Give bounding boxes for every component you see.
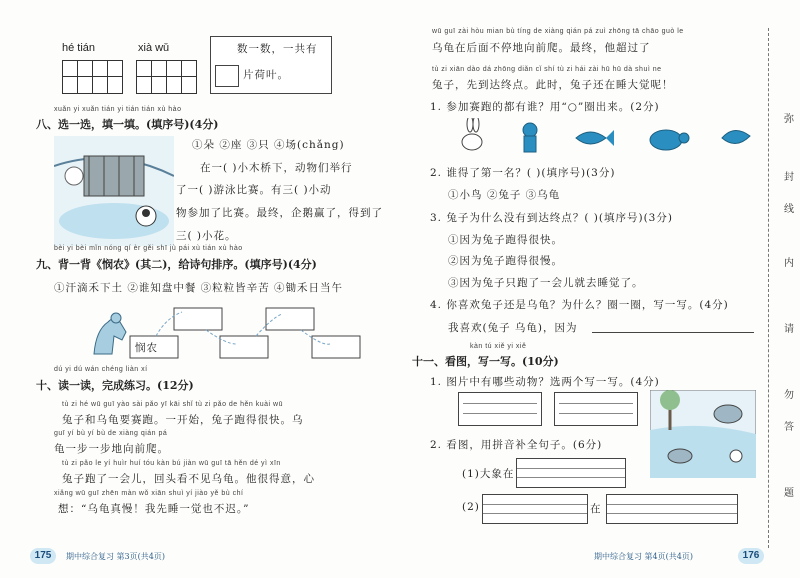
q3-text: 3. 兔子为什么没有到达终点？( )(填序号)(3分) (430, 212, 673, 224)
q2-options: ①小鸟 ②兔子 ③乌龟 (448, 189, 561, 201)
q10-p4-pinyin: xiǎng wū guī zhēn màn wǒ xiān shuì yí jiào yě bù chí (54, 490, 244, 497)
seal-char-6: 勿 (784, 390, 794, 401)
q9-title: 九、背一背《悯农》(其二)，给诗句排序。(填序号)(4分) (36, 258, 317, 271)
q8-line3: 物参加了比赛。最终，企鹅赢了，得到了 (176, 207, 383, 219)
left-footer-text: 期中综合复习 第3页(共4页) (66, 552, 165, 561)
seal-char-2: 封 (784, 172, 794, 183)
writing-grid-2b[interactable] (136, 76, 196, 94)
count-text-2: 片荷叶。 (243, 69, 289, 81)
passage-l1-pinyin: wū guī zài hòu mian bù tíng de xiàng qián pá zuì zhōng tā chāo guò le (432, 28, 684, 35)
animal-box-1[interactable] (458, 392, 542, 426)
passage-l2: 兔子，先到达终点。此时，兔子还在睡大觉呢！ (432, 79, 674, 91)
passage-l1: 乌龟在后面不停地向前爬。最终，他超过了 (432, 42, 651, 54)
q10-p1-pinyin: tù zi hé wū guī yào sài pǎo yī kāi shǐ tù zi pǎo de hěn kuài wū (62, 401, 284, 408)
q2-text: 2. 谁得了第一名？( )(填序号)(3分) (430, 167, 616, 179)
q10-p3-pinyin: tù zi pǎo le yí huìr huí tóu kàn bú jiàn wū guī tā hěn dé yì xīn (62, 460, 281, 467)
q10-pinyin: dú yi dú wán chéng liàn xí (54, 366, 148, 373)
count-text: 数一数，一共有 (237, 43, 318, 55)
seal-line-band (764, 28, 800, 548)
seal-char-5: 请 (784, 324, 794, 335)
q8-options: ①朵 ②座 ③只 ④场(chǎng) (192, 139, 345, 151)
writing-grid-1b[interactable] (62, 76, 122, 94)
q3-o2: ②因为兔子跑得很慢。 (448, 255, 563, 267)
q9-pinyin: bèi yi bèi mǐn nóng qí èr gěi shī jù pái xù tián xù hào (54, 245, 243, 252)
word-pinyin-hetian: hé tián (62, 42, 96, 54)
q4-answer-line[interactable] (592, 332, 754, 333)
q3-o3: ③因为兔子只跑了一会儿就去睡觉了。 (448, 277, 644, 289)
q8-title: 八、选一选，填一填。(填序号)(4分) (36, 118, 219, 131)
seal-char-7: 答 (784, 422, 794, 433)
q1-text: 1. 参加赛跑的都有谁？用“○”圈出来。(2分) (430, 101, 660, 113)
q9-flag-label: 悯农 (135, 342, 158, 354)
q8-line4: 三( )小花。 (176, 230, 237, 242)
pinyin-box-3[interactable] (606, 494, 738, 524)
sequence-chain (86, 300, 386, 364)
q10-p3: 兔子跑了一会儿，回头看不见乌龟。他很得意，心 (62, 473, 315, 485)
q11-s2-2b: 在 (590, 503, 602, 515)
q4-answer: 我喜欢(兔子 乌龟)，因为 (448, 322, 578, 334)
left-page-number: 175 (30, 548, 56, 564)
count-box (210, 36, 332, 94)
count-answer-box[interactable] (215, 65, 239, 87)
passage-l2-pinyin: tù zi xiān dào dá zhōng diǎn cǐ shí tù zi hái zài hū hū dà shuì ne (432, 66, 662, 73)
q4-text: 4. 你喜欢兔子还是乌龟？为什么？圈一圈，写一写。(4分) (430, 299, 729, 311)
q8-line1: 在一( )小木桥下，动物们举行 (200, 162, 353, 174)
q11-title: 十一、看图，写一写。(10分) (412, 355, 559, 368)
seal-char-4: 内 (784, 258, 794, 269)
q8-pinyin: xuǎn yi xuǎn tián yi tián tián xù hào (54, 106, 182, 113)
q3-o1: ①因为兔子跑得很快。 (448, 234, 563, 246)
seal-char-3: 线 (784, 204, 794, 215)
q11-s2-2: (2) (462, 501, 480, 513)
q10-p2-pinyin: guī yí bù yí bù de xiàng qián pá (54, 430, 168, 437)
seal-char-1: 弥 (784, 114, 794, 125)
q10-p1: 兔子和乌龟要赛跑。一开始，兔子跑得很快。乌 (62, 414, 304, 426)
pinyin-box-2[interactable] (482, 494, 588, 524)
right-page-number: 176 (738, 548, 764, 564)
q10-title: 十、读一读，完成练习。(12分) (36, 379, 194, 392)
q8-line2: 了一( )游泳比赛。有三( )小动 (176, 184, 332, 196)
animal-row (456, 118, 756, 156)
animal-box-2[interactable] (554, 392, 638, 426)
q10-p2: 龟一步一步地向前爬。 (54, 443, 169, 455)
q10-p4: 想：“乌龟真慢！我先睡一觉也不迟。” (58, 503, 250, 515)
pinyin-box-1[interactable] (516, 458, 626, 488)
q11-pinyin: kàn tú xiě yi xiě (470, 343, 527, 350)
q11-s2: 2. 看图，用拼音补全句子。(6分) (430, 439, 603, 451)
q11-s1: 1. 图片中有哪些动物？选两个写一写。(4分) (430, 376, 660, 388)
q9-options: ①汗滴禾下土 ②谁知盘中餐 ③粒粒皆辛苦 ④锄禾日当午 (54, 282, 344, 294)
word-pinyin-xiawu: xià wǔ (138, 42, 170, 54)
scene-illustration (650, 390, 756, 478)
bridge-illustration (54, 136, 174, 246)
right-footer-text: 期中综合复习 第4页(共4页) (594, 552, 693, 561)
seal-char-8: 题 (784, 488, 794, 499)
q11-s2-1: (1)大象在 (462, 468, 515, 480)
